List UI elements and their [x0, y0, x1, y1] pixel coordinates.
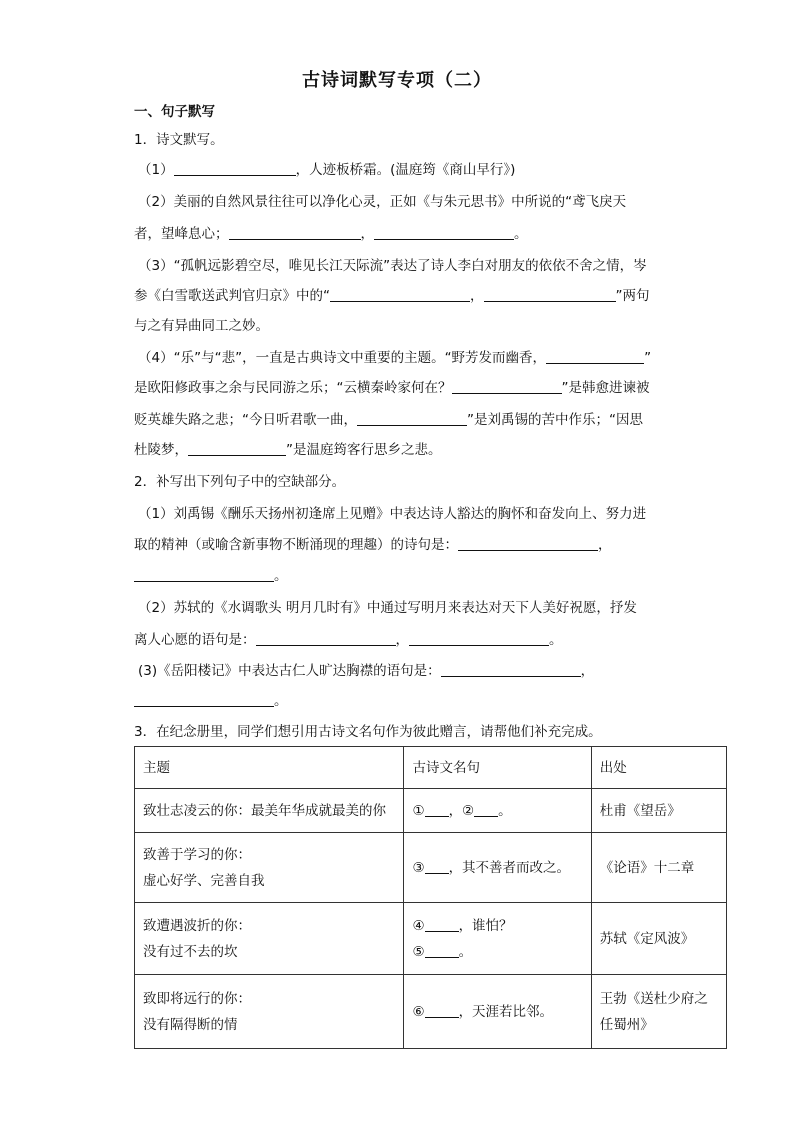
- answer-blank[interactable]: [374, 225, 514, 240]
- q1-part3-line3: 与之有异曲同工之妙。: [134, 318, 269, 334]
- q2-part1-line2: 取的精神（或喻含新事物不断涌现的理趣）的诗句是： ，: [134, 537, 612, 553]
- row-source: 《论语》十二章: [591, 833, 726, 903]
- header-source: 出处: [591, 747, 726, 789]
- q1-part4-line3: 贬英雄失路之悲；“今日听君歌一曲， ”是刘禹锡的苦中作乐；“因思: [134, 412, 643, 428]
- answer-blank[interactable]: [134, 692, 274, 707]
- answer-blank[interactable]: [357, 411, 467, 426]
- answer-blank[interactable]: [174, 161, 296, 176]
- question-3-stem: 3．在纪念册里，同学们想引用古诗文名句作为彼此赠言，请帮他们补充完成。: [134, 724, 602, 740]
- page-title: 古诗词默写专项（二）: [302, 70, 492, 91]
- answer-blank[interactable]: [256, 631, 396, 646]
- q1-part3-line1: （3）“孤帆远影碧空尽，唯见长江天际流”表达了诗人李白对朋友的依依不舍之情，岑: [138, 258, 647, 274]
- row-quote: ① ，② 。: [404, 789, 591, 833]
- answer-blank[interactable]: [425, 1003, 459, 1018]
- q1-part4-line1: （4）“乐”与“悲”，一直是古典诗文中重要的主题。“野芳发而幽香， ”: [138, 350, 652, 366]
- row-theme: 致善于学习的你： 虚心好学、完善自我: [135, 833, 404, 903]
- q2-part1-line1: （1）刘禹锡《酬乐天扬州初逢席上见赠》中表达诗人豁达的胸怀和奋发向上、努力进: [138, 506, 647, 522]
- answer-blank[interactable]: [330, 287, 470, 302]
- question-2-stem: 2．补写出下列句子中的空缺部分。: [134, 474, 346, 490]
- answer-blank[interactable]: [484, 287, 616, 302]
- answer-blank[interactable]: [409, 631, 549, 646]
- row-theme: 致壮志凌云的你：最美年华成就最美的你: [135, 789, 404, 833]
- row-quote: ⑥ ，天涯若比邻。: [404, 975, 591, 1049]
- answer-blank[interactable]: [425, 943, 459, 958]
- answer-blank[interactable]: [474, 802, 498, 817]
- table-row: [135, 903, 727, 975]
- q1-part1: （1） ，人迹板桥霜。(温庭筠《商山早行》): [138, 162, 516, 178]
- q1-part3-line2: 参《白雪歌送武判官归京》中的“ ， ”两句: [134, 288, 650, 304]
- q1-part4-line4: 杜陵梦， ”是温庭筠客行思乡之悲。: [134, 442, 442, 458]
- answer-blank[interactable]: [425, 917, 459, 932]
- row-source: 杜甫《望岳》: [591, 789, 726, 833]
- row-quote: ③ ，其不善者而改之。: [404, 833, 591, 903]
- table-row: [135, 833, 727, 903]
- answer-blank[interactable]: [425, 859, 449, 874]
- row-theme: 致遭遇波折的你： 没有过不去的坎: [135, 903, 404, 975]
- row-quote: ④ ，谁怕？ ⑤ 。: [404, 903, 591, 975]
- q2-part2-line1: （2）苏轼的《水调歌头 明月几时有》中通过写明月来表达对天下人美好祝愿，抒发: [138, 600, 637, 616]
- q1-part2-line2: 者，望峰息心； ， 。: [134, 226, 528, 242]
- section-heading: 一、句子默写: [134, 104, 215, 120]
- answer-blank[interactable]: [452, 379, 562, 394]
- answer-blank[interactable]: [441, 662, 581, 677]
- answer-blank[interactable]: [458, 536, 598, 551]
- question-1-stem: 1．诗文默写。: [134, 132, 224, 148]
- row-source: 王勃《送杜少府之任蜀州》: [591, 975, 726, 1049]
- q2-part3-line2: 。: [134, 691, 288, 711]
- answer-blank[interactable]: [188, 441, 286, 456]
- header-theme: 主题: [135, 747, 404, 789]
- q1-part4-line2: 是欧阳修政事之余与民同游之乐；“云横秦岭家何在？ ”是韩愈进谏被: [134, 380, 650, 396]
- q1-part2-line1: （2）美丽的自然风景往往可以净化心灵，正如《与朱元思书》中所说的“鸢飞戾天: [138, 194, 627, 210]
- answer-blank[interactable]: [134, 567, 274, 582]
- gift-quote-table: [134, 746, 727, 1049]
- row-source: 苏轼《定风波》: [591, 903, 726, 975]
- row-theme: 致即将远行的你： 没有隔得断的情: [135, 975, 404, 1049]
- q2-part3-line1: (3)《岳阳楼记》中表达古仁人旷达胸襟的语句是： ，: [138, 663, 595, 679]
- table-header-row: [135, 747, 727, 789]
- table-row: [135, 789, 727, 833]
- q2-part2-line2: 离人心愿的语句是： ， 。: [134, 632, 563, 648]
- answer-blank[interactable]: [229, 225, 361, 240]
- q2-part1-line3: 。: [134, 566, 288, 586]
- answer-blank[interactable]: [425, 802, 449, 817]
- table-row: [135, 975, 727, 1049]
- answer-blank[interactable]: [546, 349, 644, 364]
- header-quote: 古诗文名句: [404, 747, 591, 789]
